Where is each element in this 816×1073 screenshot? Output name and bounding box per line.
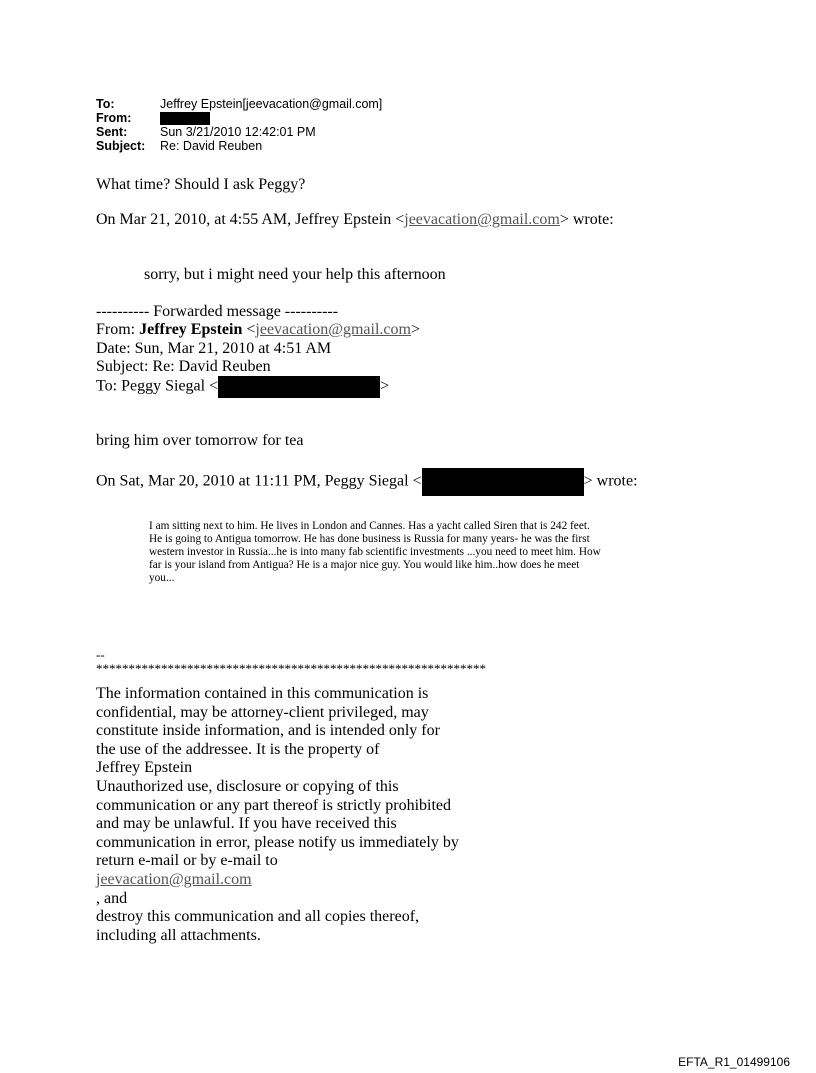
- to-label: To:: [96, 97, 115, 111]
- forward-to: [96, 376, 389, 398]
- quote-line: far is your island from Antigua? He is a major nice guy. You would like him..how does he meet: [149, 559, 580, 571]
- fwd-from-gt: >: [410, 321, 420, 338]
- disclaimer-line: communication in error, please notify us immediately by: [96, 833, 459, 851]
- quote-line: western investor in Russia...he is into many fab scientific investments ...you need to meet him. How: [149, 546, 601, 558]
- sent-row: [96, 125, 316, 139]
- disclaimer-line: communication or any part thereof is strictly prohibited: [96, 796, 452, 814]
- document-id: EFTA_R1_01499106: [678, 1055, 790, 1069]
- forward-date: Date: Sun, Mar 21, 2010 at 4:51 AM: [96, 340, 332, 357]
- disclaimer-line: confidential, may be attorney-client privileged, may: [96, 703, 429, 721]
- disclaimer-email-prefix: return e-mail or by e-mail to: [96, 852, 278, 870]
- reply2-suffix: > wrote:: [583, 472, 638, 490]
- fwd-to-prefix: To: Peggy Siegal <: [96, 377, 219, 395]
- to-value: Jeffrey Epstein[jeevacation@gmail.com]: [160, 97, 383, 111]
- from-row: [96, 111, 210, 125]
- reply-line-2: [96, 468, 638, 496]
- disclaimer-line-email: [96, 852, 459, 908]
- disclaimer-line: constitute inside information, and is intended only for: [96, 722, 440, 740]
- reply1-prefix: On Mar 21, 2010, at 4:55 AM, Jeffrey Epstein <: [96, 211, 405, 228]
- body-line-1: What time? Should I ask Peggy?: [96, 176, 306, 193]
- forward-subject: Subject: Re: David Reuben: [96, 358, 271, 375]
- body-line-2: bring him over tomorrow for tea: [96, 432, 304, 449]
- fwd-from-lt: <: [242, 321, 256, 338]
- fwd-from-email-link[interactable]: jeevacation@gmail.com: [255, 321, 411, 338]
- disclaimer: [96, 685, 459, 945]
- reply1-suffix: > wrote:: [559, 211, 614, 228]
- quoted-message: [149, 520, 669, 585]
- fwd-to-suffix: >: [380, 377, 390, 395]
- reply2-prefix: On Sat, Mar 20, 2010 at 11:11 PM, Peggy Siegal <: [96, 472, 422, 490]
- signature-dash: --: [96, 647, 105, 662]
- redaction-from: [160, 112, 210, 125]
- subject-row: [96, 139, 262, 153]
- disclaimer-line: destroy this communication and all copies thereof,: [96, 908, 420, 926]
- to-row: [96, 97, 382, 111]
- disclaimer-line: the use of the addressee. It is the property of: [96, 740, 380, 758]
- quote-line: He is going to Antigua tomorrow. He has done business is Russia for many years- he was the first: [149, 533, 590, 545]
- from-label: From:: [96, 111, 132, 125]
- sent-label: Sent:: [96, 125, 128, 139]
- reply-line-1: [96, 211, 614, 229]
- redaction-reply2: [422, 468, 584, 496]
- quote-line: you...: [149, 572, 175, 584]
- disclaimer-email-suffix: , and: [96, 889, 128, 907]
- disclaimer-line: Jeffrey Epstein: [96, 759, 193, 777]
- disclaimer-line: and may be unlawful. If you have received this: [96, 815, 397, 833]
- fwd-from-prefix: From:: [96, 321, 140, 338]
- disclaimer-email-link[interactable]: jeevacation@gmail.com: [96, 870, 252, 888]
- reply1-email-link[interactable]: jeevacation@gmail.com: [404, 211, 560, 228]
- signature-stars: ************************************************************: [96, 661, 486, 676]
- fwd-from-name: Jeffrey Epstein: [139, 321, 243, 338]
- disclaimer-line: Unauthorized use, disclosure or copying of this: [96, 777, 399, 795]
- sent-value: Sun 3/21/2010 12:42:01 PM: [160, 125, 316, 139]
- disclaimer-line: including all attachments.: [96, 926, 261, 944]
- quoted-line-1: sorry, but i might need your help this afternoon: [144, 266, 446, 283]
- subject-value: Re: David Reuben: [160, 139, 263, 153]
- forward-header: ---------- Forwarded message ----------: [96, 303, 339, 320]
- subject-label: Subject:: [96, 139, 146, 153]
- forward-from: [96, 321, 420, 339]
- quote-line: I am sitting next to him. He lives in London and Cannes. Has a yacht called Siren that is 242 feet.: [149, 520, 590, 532]
- redaction-fwd-to: [218, 376, 380, 398]
- disclaimer-line: The information contained in this communication is: [96, 685, 429, 702]
